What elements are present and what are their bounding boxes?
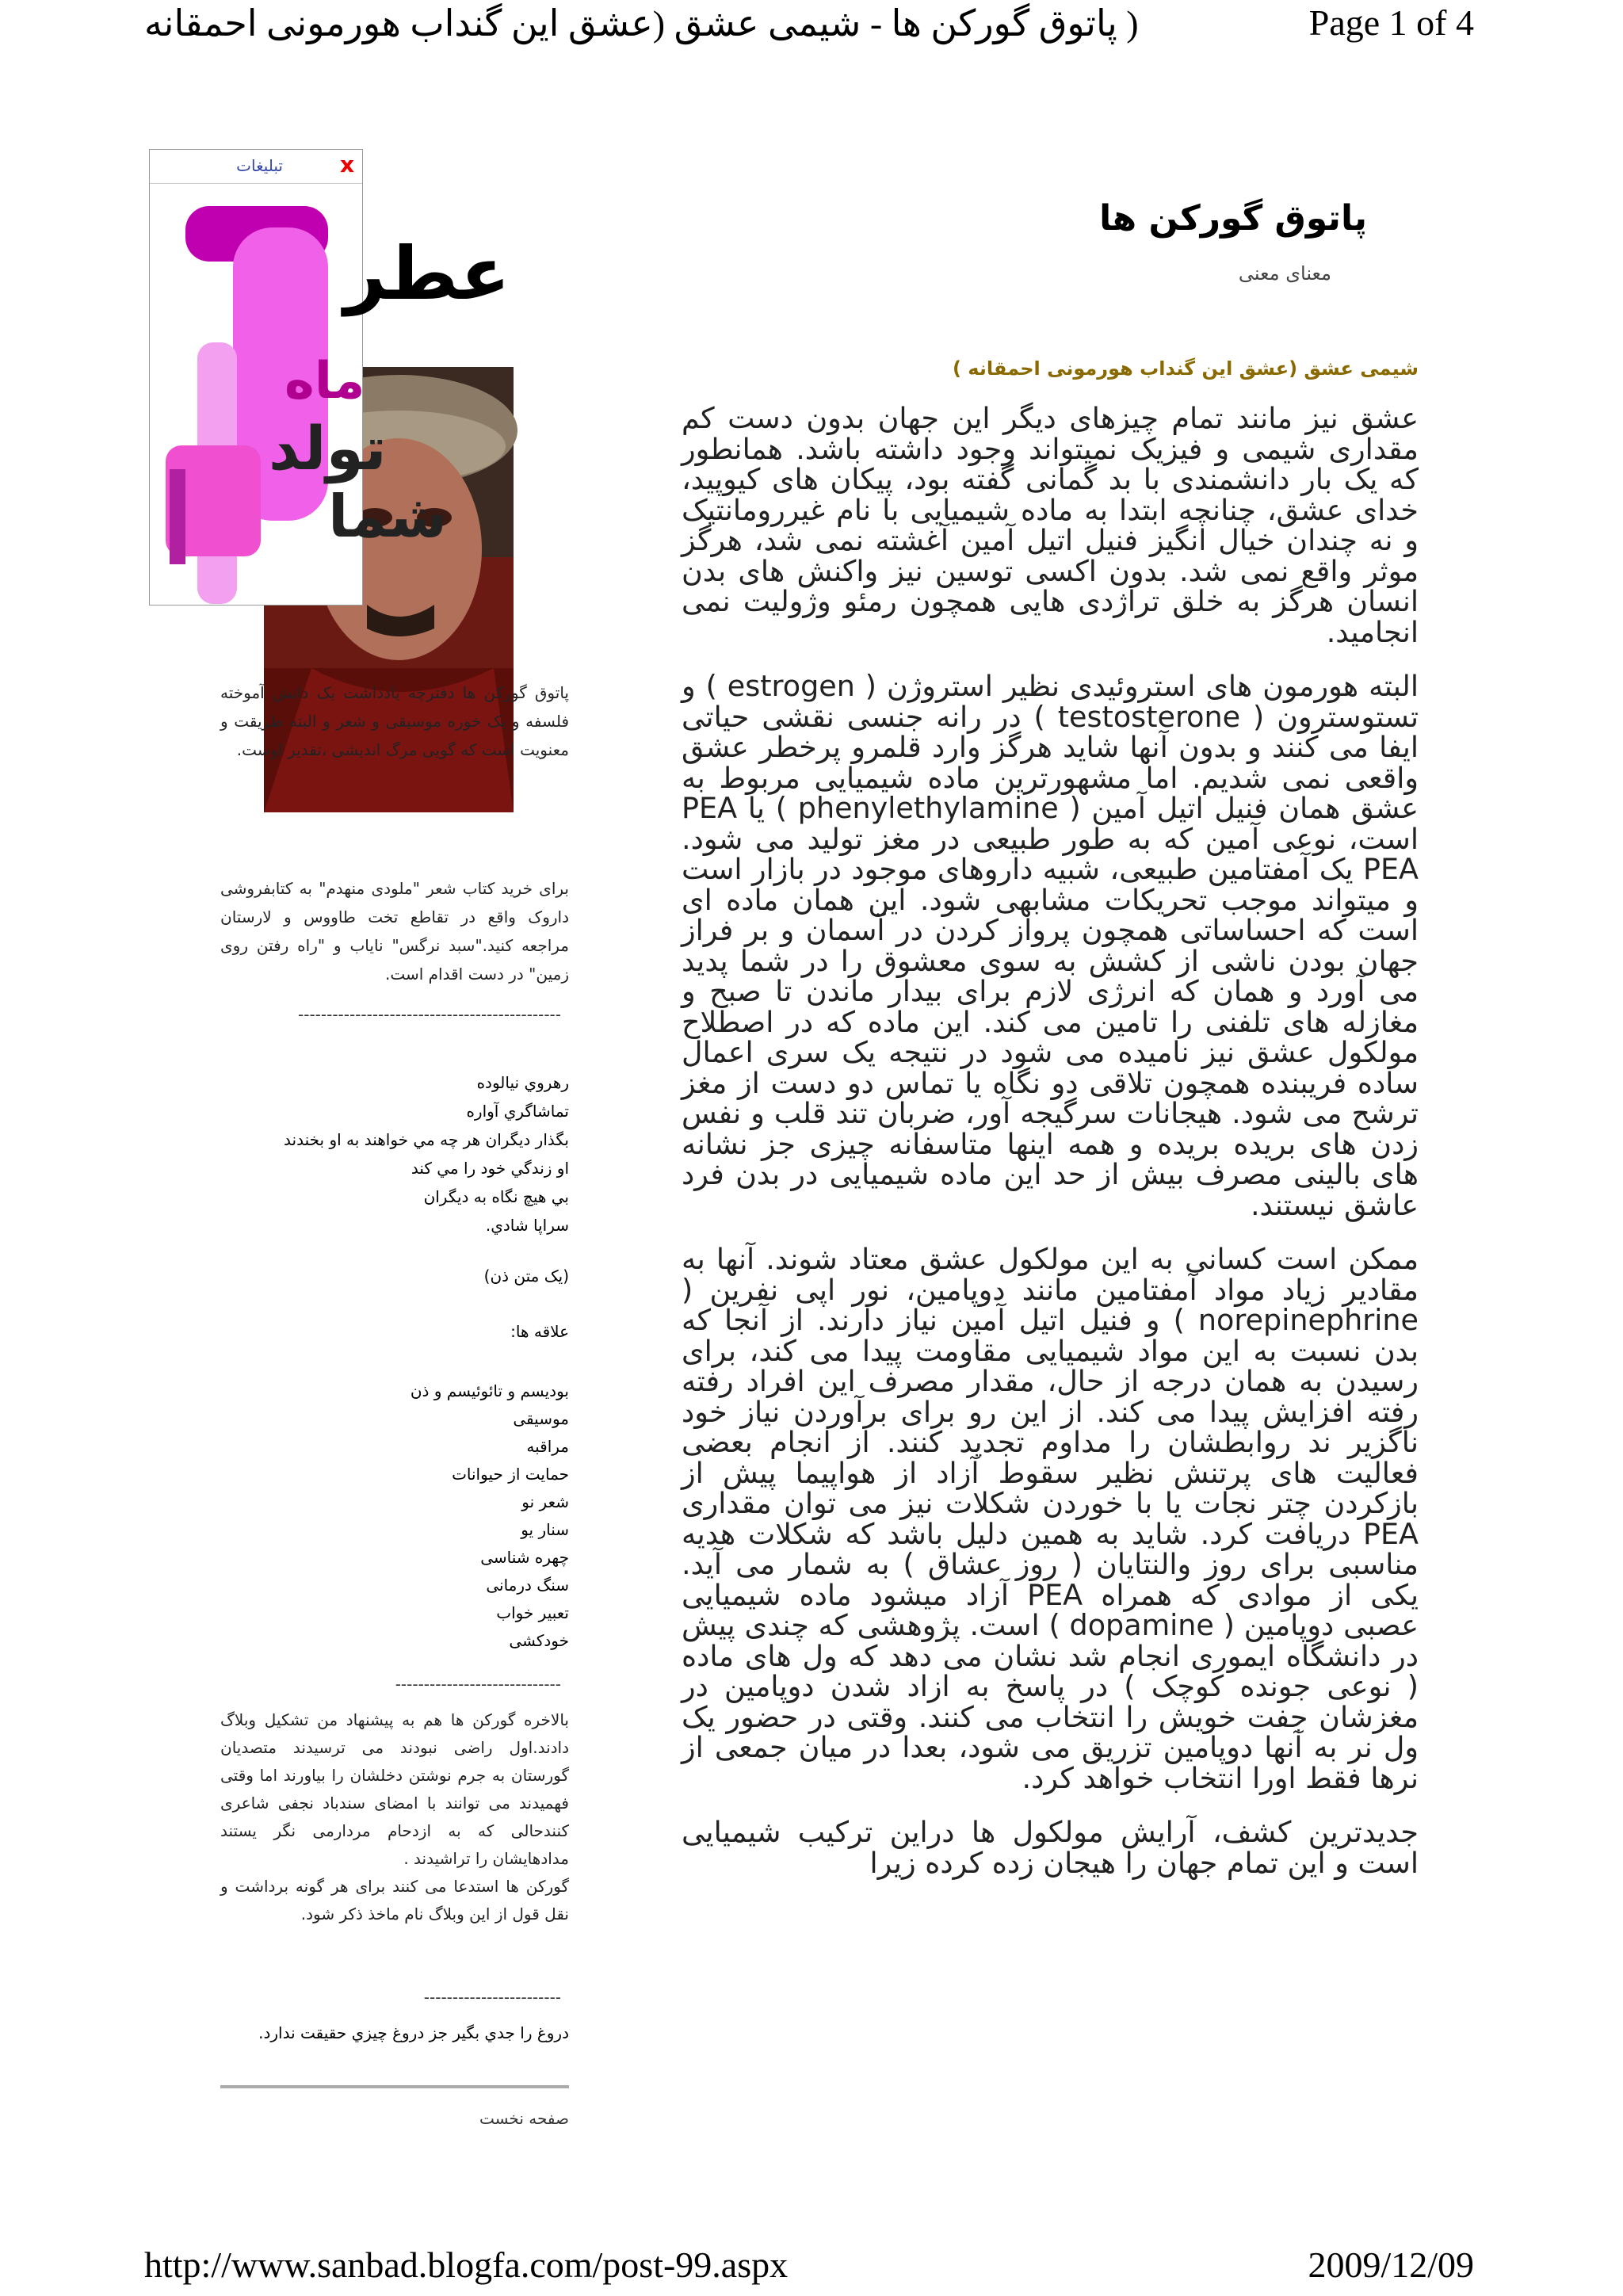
page-number: Page 1 of 4 — [1308, 2, 1474, 43]
horizontal-rule — [220, 2085, 569, 2088]
home-link[interactable]: صفحه نخست — [479, 2109, 569, 2128]
divider: ---------------------------------------------- — [298, 1005, 561, 1024]
print-date: 2009/12/09 — [1308, 2244, 1474, 2285]
list-item: چهره شناسی — [480, 1548, 569, 1567]
zen-poem — [220, 1068, 569, 1240]
ad-box — [149, 149, 510, 606]
blog-note-2: گورکن ها استدعا می کنند برای هر گونه برداشت و نقل قول از این وبلاگ نام ماخذ ذکر شود. — [220, 1877, 569, 1924]
list-item: شعر نو — [521, 1492, 569, 1511]
document-title: ( پاتوق گورکن ها - شیمی عشق (عشق این گنداب هورمونی احمقانه — [144, 3, 1139, 44]
poem-line: بگذار ديگران هر چه مي خواهند به او بخندند — [284, 1130, 569, 1149]
close-icon[interactable]: x — [339, 151, 354, 178]
ad-word-2: ماه — [285, 352, 365, 411]
divider: ------------------------ — [423, 1988, 561, 2007]
poem-line: تماشاگري آواره — [466, 1102, 569, 1121]
paragraph: جدیدترین کشف، آرایش مولکول ها دراین ترکیب شیمیایی است و این تمام جهان را هیجان زده کرده زیرا — [682, 1815, 1419, 1880]
list-item: سنگ درمانی — [486, 1576, 569, 1595]
page-url[interactable]: http://www.sanbad.blogfa.com/post-99.aspx — [144, 2244, 789, 2285]
ad-label[interactable]: تبلیغات — [236, 156, 283, 175]
pdf-header — [0, 0, 1623, 55]
quote-text: دروغ را جدي بگير جز دروغ چيزي حقيقت ندارد. — [258, 2023, 569, 2042]
list-item: تعبیر خواب — [496, 1603, 569, 1622]
book-notice: برای خرید کتاب شعر "ملودی منهدم" به کتابفروشی داروک واقع در تقاطع تخت طاووس و لارستان مراجعه کنید."سبد نرگس" نایاب و "راه رفتن روی زمین" در دست اقدام است. — [220, 879, 569, 984]
interests-list — [411, 1377, 569, 1655]
ad-word-3: تولد — [269, 413, 387, 483]
blog-title[interactable]: پاتوق گورکن ها — [1099, 198, 1367, 239]
poem-line: بي هيچ نگاه به ديگران — [423, 1187, 569, 1206]
blog-note — [220, 1706, 569, 1928]
list-item: حمایت از حیوانات — [452, 1465, 569, 1484]
about-text: پاتوق گورکن ها دفترچه یادداشت یک دانش آموخته فلسفه و یک خوره موسیقی و شعر و البته طریقت و معنویت است که گویی مرگ اندیشی ،تقدیر اوست. — [220, 683, 569, 759]
poem-line: رهروي نيالوده — [476, 1073, 569, 1092]
ad-word-1: عطر — [344, 231, 510, 316]
poem-line: او زندگي خود را مي كند — [411, 1159, 569, 1178]
interests-title: علاقه ها: — [510, 1322, 569, 1341]
divider: ----------------------------- — [395, 1675, 561, 1694]
ad-bar — [150, 150, 362, 184]
blog-subtitle: معنای معنی — [1238, 262, 1331, 285]
paragraph: عشق نیز مانند تمام چیزهای دیگر این جهان بدون دست کم مقداری شیمی و فیزیک نمیتواند وجود داشته باشد. همانطور که یک بار دانشمندی با بد گمانی گفته بود، پیکان های کیوپید، خدای عشق، چنانچه ابتدا به ماده شیمیایی با نام غیررومانتیک و نه چندان خیال انگیز فنیل اتیل آمین آغشته نمی شد، هرگز موثر واقع نمی شد. بدون اکسی توسین نیز واکنش های بدن انسان هرگز به خلق تراژدی هایی همچون رمئو وژولیت نمی انجامید. — [682, 401, 1419, 649]
ad-banner[interactable] — [150, 184, 510, 604]
paragraph: البته هورمون های استروئیدی نظیر استروژن ( estrogen ) و تستوسترون ( testosterone ) در رانه جنسی نقشی حیاتی ایفا می کنند و بدون آنها شاید هرگز وارد قلمرو پرخطر عشق واقعی نمی شدیم. اما مشهورترین ماده شیمیایی مربوط به عشق همان فنیل اتیل آمین ( phenylethylamine ) یا PEA است، نوعی آمین که به طور طبیعی در مغز تولید می شود. PEA یک آمفتامین طبیعی، شبیه داروهای موجود در بازار است و میتواند موجب تحریکات مشابهی شود. این همان ماده ای است که احساساتی همچون پرواز کردن در آسمان و بر فراز جهان بودن ناشی از کشش به سوی معشوق را در شما پدید می آورد و همان که انرژی لازم برای بیدار ماندن تا صبح و مغازله های تلفنی را تامین می کند. این ماده که در اصطلاح مولکول عشق نیز نامیده می شود در نتیجه یک سری اعمال ساده فریبنده همچون تلاقی دو نگاه یا تماس دو دست از مغز ترشح می شود. هیجانات سرگیجه آور، ضربان تند قلب و نفس زدن های بریده بریده و همه اینها متاسفانه چیزی جز نشانه های بالینی مصرف بیش از حد این ماده شیمیایی در بدن فرد عاشق نیستند. — [682, 669, 1419, 1222]
list-item: بودیسم و تائوئیسم و ذن — [410, 1381, 569, 1400]
poem-line: سراپا شادي. — [485, 1216, 569, 1235]
list-item: مراقبه — [526, 1437, 569, 1456]
poem-source: (یک متن ذن) — [483, 1266, 569, 1286]
post-title[interactable]: شیمی عشق (عشق این گنداب هورمونی احمقانه ) — [952, 357, 1419, 380]
blog-note-1: بالاخره گورکن ها هم به پیشنهاد من تشکیل وبلاگ دادند.اول راضی نبودند می ترسیدند متصدیان گورستان به جرم نوشتن دخلشان را بیاورند اما وقتی فهمیدند می توانند با امضای سندباد نجفی شاعری کنندحالی که به ازدحام مردارمی نگر یستند مدادهایشان را تراشیدند . — [220, 1710, 569, 1868]
list-item: خودکشی — [509, 1631, 569, 1650]
main-content — [666, 159, 1458, 1902]
pdf-footer — [0, 2241, 1623, 2296]
ad-word-4: شما — [328, 483, 448, 551]
paragraph: ممکن است کسانی به این مولکول عشق معتاد شوند. آنها به مقادیر زیاد مواد آمفتامین مانند دوپامین، نور اپی نفرین ( norepinephrine ) و فنیل اتیل آمین نیاز دارند. از آنجا که بدن نسبت به این مواد شیمیایی مقاومت پیدا می کند، برای رسیدن به همان درجه از حال، مقدار مصرف این افراد رفته رفته افزایش پیدا می کند. از این رو برای برآوردن نیاز خود ناگزیر ند روابطشان را مداوم تجدید کنند. از انجام بعضی فعالیت های پرتنش نظیر سقوط آزاد از هواپیما پیش از بازکردن چتر نجات یا با خوردن شکلات نیز می توان مقداری PEA دریافت کرد. شاید به همین دلیل باشد که شکلات هدیه مناسبی برای روز والنتایان ( روز عشاق ) به شمار می آید. یکی از موادی که همراه PEA آزاد میشود ماده شیمیایی عصبی دوپامین ( dopamine ) است. پژوهشی که چندی پیش در دانشگاه ایموری انجام شد نشان می دهد که ول های ماده ( نوعی جونده کوچک ) در پاسخ به ازاد شدن دوپامین در مغزشان جفت خویش را انتخاب می کنند. وقتی در حضور یک ول نر به آنها دوپامین تزریق می شود، بعدا در میان جمعی از نرها فقط اورا انتخاب خواهد کرد. — [682, 1242, 1419, 1795]
list-item: موسیقی — [513, 1409, 569, 1428]
post-body — [682, 403, 1419, 1878]
list-item: سنار یو — [521, 1520, 569, 1539]
